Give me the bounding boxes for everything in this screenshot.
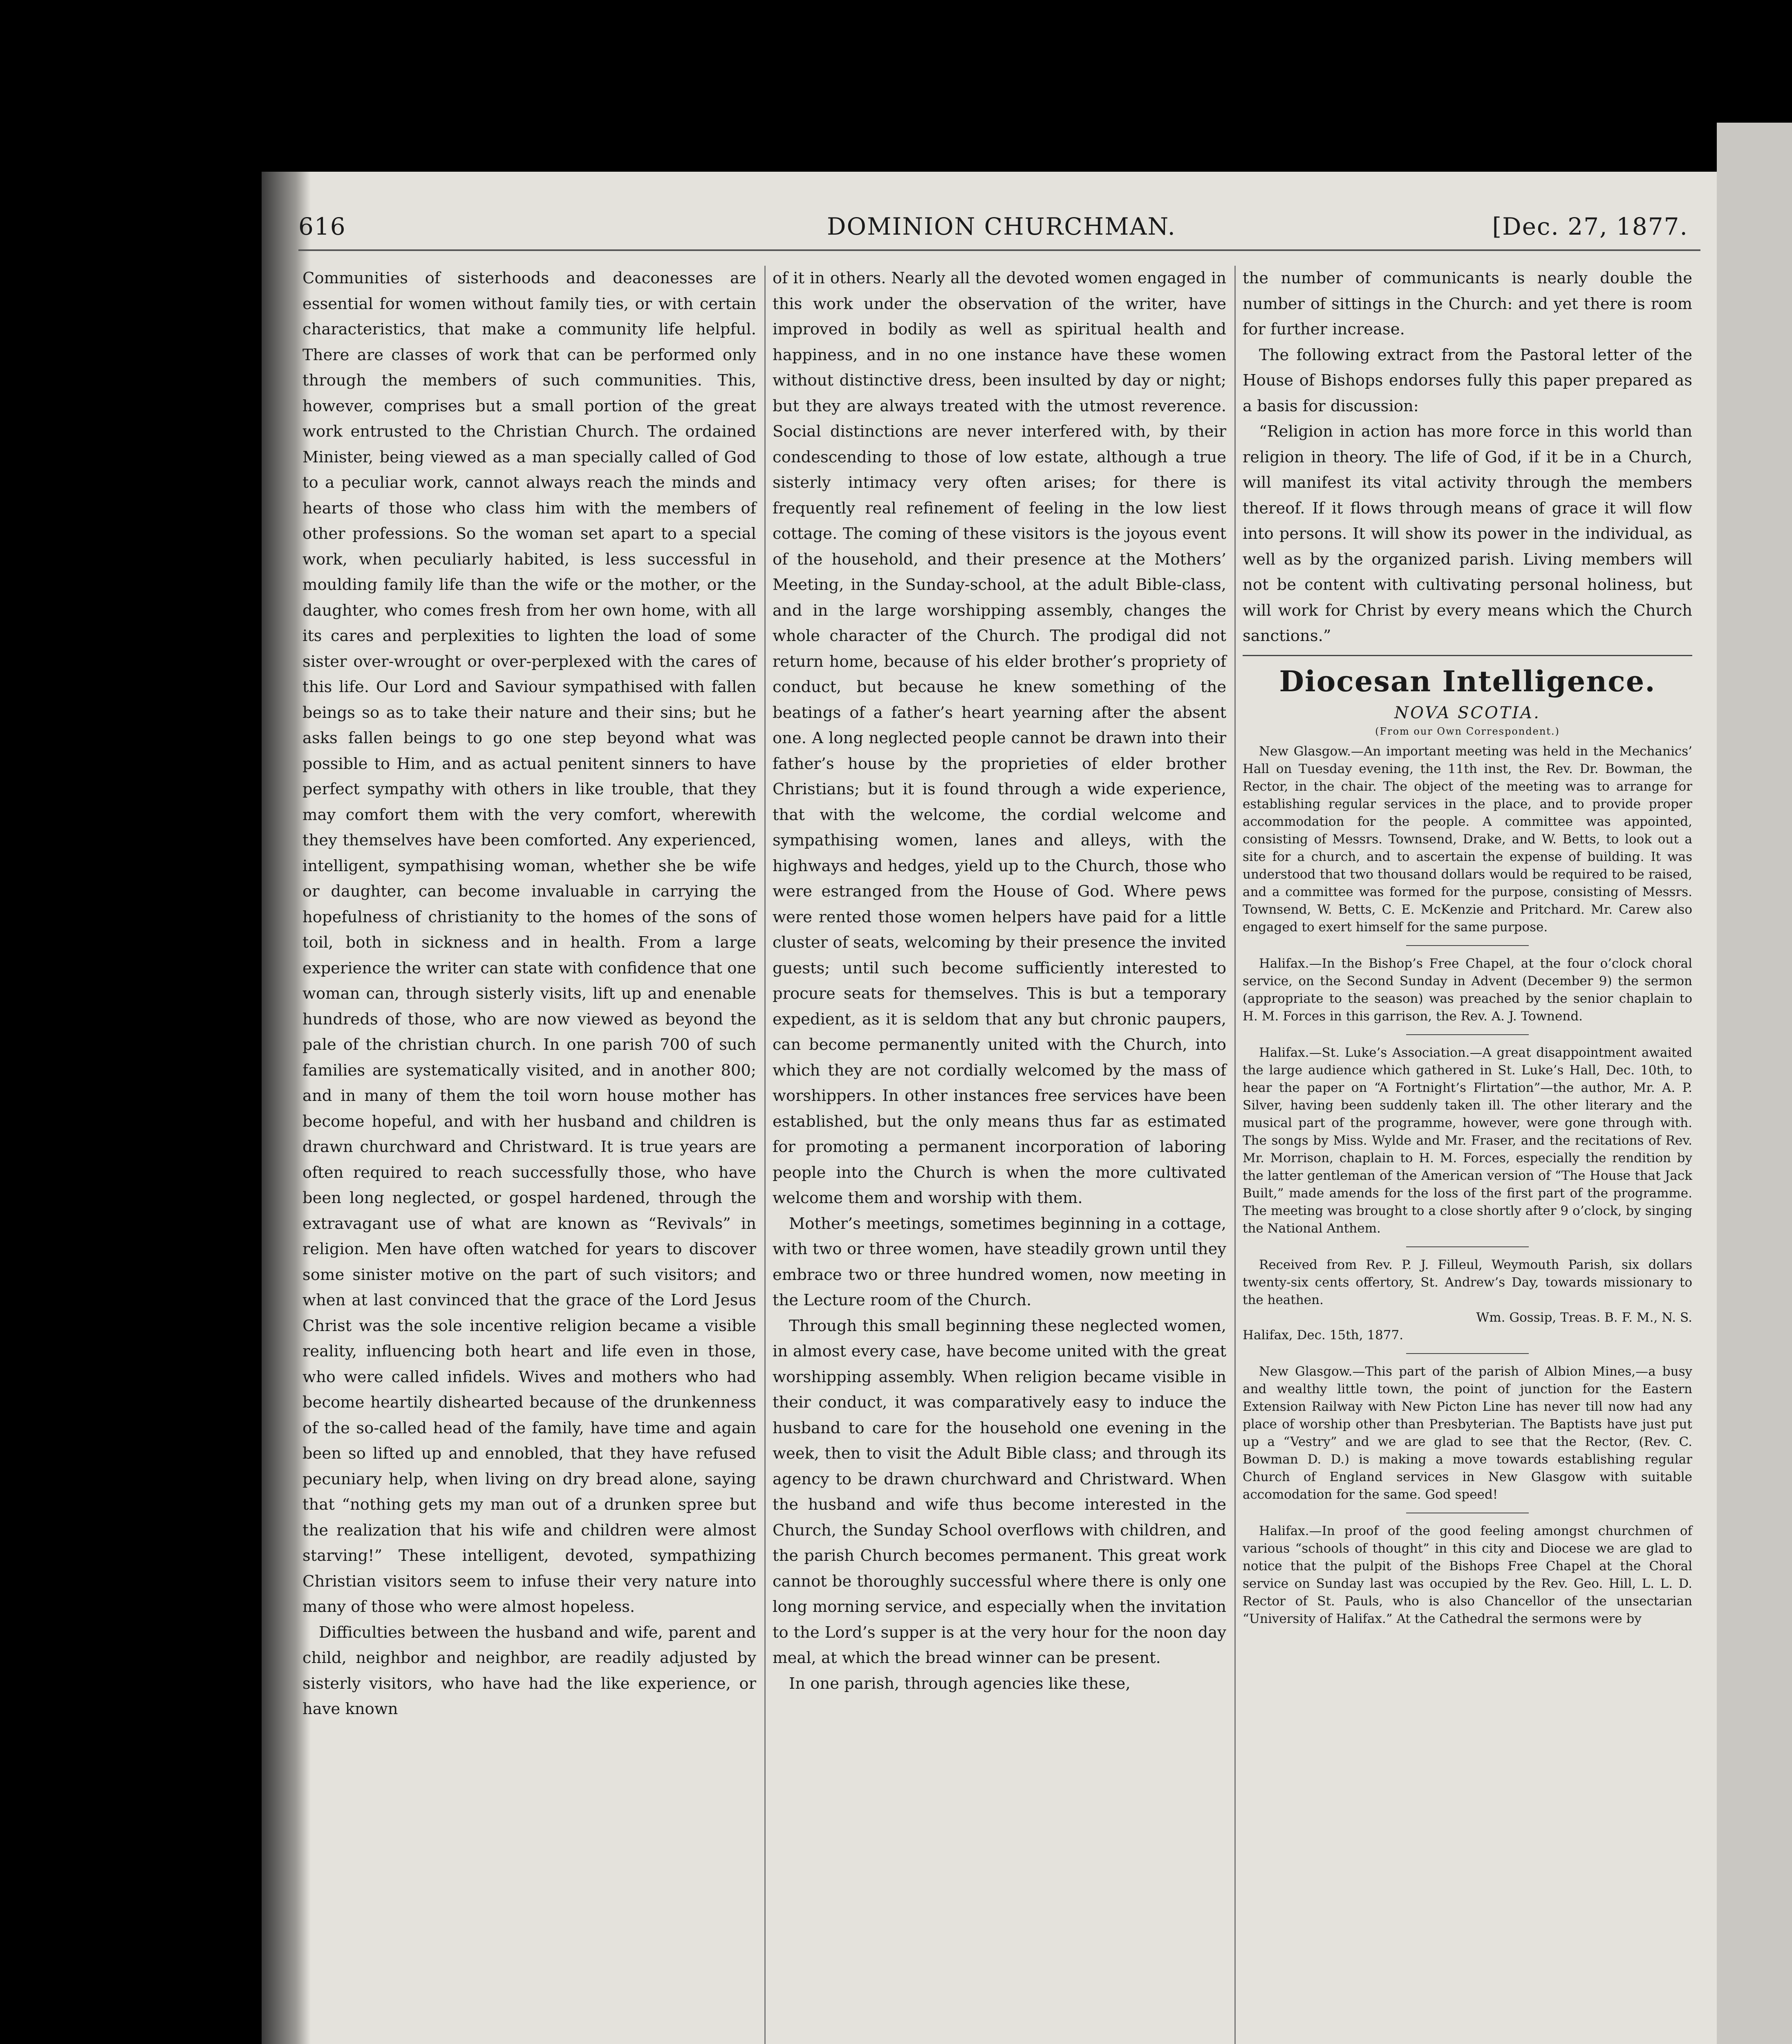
- column-3: [1243, 266, 1692, 1635]
- news-item: Halifax.—St. Luke’s Association.—A great disappointment awaited the large audience which gathered in St. Luke’s Hall, Dec. 10th, to hear the paper on “A Fortnight’s Flirtation”—the author, Mr. A. P. Silver, having been suddenly taken ill. The other literary and the musical part of the programme, however, were gone through with. The songs by Miss. Wylde and Mr. Fraser, and the recitations of Rev. Mr. Morrison, chaplain to H. M. Forces, especially the rendition by the latter gentleman of the American version of “The House that Jack Built,” made amends for the loss of the first part of the programme. The meeting was brought to a close shortly after 9 o’clock, by singing the National Anthem.: [1243, 1045, 1692, 1236]
- item-rule: [1406, 1246, 1529, 1247]
- article-paragraph: the number of communicants is nearly double the number of sittings in the Church: and yet there is room for further increase.: [1243, 269, 1692, 338]
- pastoral-quote: “Religion in action has more force in this world than religion in theory. The life of God, if it be in a Church, will manifest its vital activity through the members thereof. If it flows through means of grace it will flow into persons. It will show its power in the individual, as well as by the organized parish. Living members will not be content with cultivating personal holiness, but will work for Christ by every means which the Church sanctions.”: [1243, 422, 1692, 645]
- column-divider: [764, 266, 766, 2044]
- article-paragraph: Difficulties between the husband and wife, parent and child, neighbor and neighbor, are readily adjusted by sisterly visitors, who have had the like experience, or have known: [302, 1623, 756, 1718]
- signature: Wm. Gossip, Treas. B. F. M., N. S.: [1476, 1310, 1692, 1325]
- issue-date: [Dec. 27, 1877.: [1492, 213, 1688, 240]
- article-paragraph: The following extract from the Pastoral letter of the House of Bishops endorses fully this paper prepared as a basis for discussion:: [1243, 345, 1692, 415]
- article-paragraph: of it in others. Nearly all the devoted women engaged in this work under the observation of the writer, have improved in bodily as well as spiritual health and happiness, and in no one instance have these women without distinctive dress, been insulted by day or night; but they are always treated with the utmost reverence. Social distinctions are never interfered with, by their condescending to those of low estate, although a true sisterly intimacy very often arises; for there is frequently real refinement of feeling in the low liest cottage. The coming of these visitors is the joyous event of the household, and their presence at the Mothers’ Meeting, in the Sunday-school, at the adult Bible-class, and in the large worshipping assembly, changes the whole character of the Church. The prodigal did not return home, because of his elder brother’s propriety of conduct, but because he knew something of the beatings of a father’s heart yearning after the absent one. A long neglected people cannot be drawn into their father’s house by the proprieties of elder brother Christians; but it is found through a wide experience, that with the welcome, the cordial welcome and sympathising women, lanes and alleys, with the highways and hedges, yield up to the Church, those who were estranged from the House of God. Where pews were rented those women helpers have paid for a little cluster of seats, welcoming by their presence the invited guests; until such become sufficiently interested to procure seats for themselves. This is but a temporary expedient, as it is seldom that any but chronic paupers, can become permanently united with the Church, into which they are not cordially welcomed by the mass of worshippers. In other instances free services have been established, but the only means thus far as estimated for promoting a permanent incorporation of laboring people into the Church is when the more cultivated welcome them and worship with them.: [773, 269, 1226, 1207]
- article-paragraph: Through this small beginning these neglected women, in almost every case, have become united with the great worshipping assembly. When religion became visible in their conduct, it was comparatively easy to induce the husband to care for the household one evening in the week, then to visit the Adult Bible class; and through its agency to be drawn churchward and Christward. When the husband and wife thus become interested in the Church, the Sunday School overflows with children, and the parish Church becomes permanent. This great work cannot be thoroughly successful where there is only one long morning service, and especially when the invitation to the Lord’s supper is at the very hour for the noon day meal, at which the bread winner can be present.: [773, 1316, 1226, 1667]
- column-2: [773, 266, 1226, 1697]
- item-rule: [1406, 1353, 1529, 1354]
- correspondent-line: (From our Own Correspondent.): [1375, 725, 1560, 737]
- publication-title: DOMINION CHURCHMAN.: [827, 213, 1176, 240]
- place-date: Halifax, Dec. 15th, 1877.: [1243, 1327, 1404, 1342]
- header-rule: [298, 249, 1700, 251]
- article-paragraph: Mother’s meetings, sometimes beginning in a cottage, with two or three women, have steadily grown until they embrace two or three hundred women, now meeting in the Lecture room of the Church.: [773, 1214, 1226, 1309]
- item-rule: [1406, 945, 1529, 946]
- news-item: New Glasgow.—This part of the parish of Albion Mines,—a busy and wealthy little town, the point of junction for the Eastern Extension Railway with New Picton Line has never till now had any place of worship other than Presbyterian. The Baptists have just put up a “Vestry” and we are glad to see that the Rector, (Rev. C. Bowman D. D.) is making a move towards establishing regular Church of England services in New Glasgow with suitable accomodation for the same. God speed!: [1243, 1364, 1692, 1502]
- news-item: Halifax.—In the Bishop’s Free Chapel, at the four o’clock choral service, on the Second Sunday in Advent (December 9) the sermon (appropriate to the season) was preached by the senior chaplain to H. M. Forces in this garrison, the Rev. A. J. Townend.: [1243, 956, 1692, 1024]
- news-item: New Glasgow.—An important meeting was held in the Mechanics’ Hall on Tuesday evening, the 11th inst, the Rev. Dr. Bowman, the Rector, in the chair. The object of the meeting was to arrange for establishing regular services in the place, and to provide proper accommodation for the people. A committee was appointed, consisting of Messrs. Townsend, Drake, and W. Betts, to look out a site for a church, and to ascertain the expense of building. It was understood that two thousand dollars would be required to be raised, and a committee was formed for the purpose, consisting of Messrs. Townsend, W. Betts, C. E. McKenzie and Pritchard. Mr. Carew also engaged to exert himself for the same purpose.: [1243, 744, 1692, 935]
- facing-page-edge: [1717, 123, 1792, 2044]
- section-rule: [1243, 655, 1692, 656]
- page-number: 616: [298, 213, 346, 240]
- column-1: [302, 266, 756, 1722]
- item-rule: [1406, 1034, 1529, 1035]
- article-paragraph: In one parish, through agencies like these,: [789, 1674, 1131, 1693]
- news-item: Halifax.—In proof of the good feeling amongst churchmen of various “schools of thought” in this city and Diocese we are glad to notice that the pulpit of the Bishops Free Chapel at the Choral service on Sunday last was occupied by the Rev. Geo. Hill, L. L. D. Rector of St. Pauls, who is also Chancellor of the unsectarian “University of Halifax.” At the Cathedral the sermons were by: [1243, 1523, 1692, 1626]
- news-item: Received from Rev. P. J. Filleul, Weymouth Parish, six dollars twenty-six cents offertory, St. Andrew’s Day, towards missionary to the heathen.: [1243, 1257, 1692, 1307]
- section-subtitle: NOVA SCOTIA.: [1394, 703, 1541, 722]
- running-header: [298, 213, 1705, 249]
- column-divider: [1234, 266, 1236, 2044]
- section-masthead: Diocesan Intelligence.: [1279, 664, 1656, 698]
- newspaper-page: [262, 172, 1717, 2044]
- article-paragraph: Communities of sisterhoods and deaconesses are essential for women without family ties, or with certain characteristics, that make a community life helpful. There are classes of work that can be performed only through the members of such communities. This, however, comprises but a small portion of the great work entrusted to the Christian Church. The ordained Minister, being viewed as a man specially called of God to a peculiar work, cannot always reach the minds and hearts of those who class him with the members of other professions. So the woman set apart to a special work, when peculiarly habited, is less successful in moulding family life than the wife or the mother, or the daughter, who comes fresh from her own home, with all its cares and perplexities to lighten the load of some sister over-wrought or over-perplexed with the cares of this life. Our Lord and Saviour sympathised with fallen beings so as to take their nature and their sins; but he asks fallen beings to go one step beyond what was possible to Him, and as actual penitent sinners to have perfect sympathy with others in like trouble, that they may comfort them with the very comfort, wherewith they themselves have been comforted. Any experienced, intelligent, sympathising woman, whether she be wife or daughter, can become invaluable in carrying the hopefulness of christianity to the homes of the sons of toil, both in sickness and in health. From a large experience the writer can state with confidence that one woman can, through sisterly visits, lift up and enenable hundreds of those, who are now viewed as beyond the pale of the christian church. In one parish 700 of such families are systematically visited, and in another 800; and in many of them the toil worn house mother has become hopeful, and with her husband and children is drawn churchward and Christward. It is true years are often required to reach successfully those, who have been long neglected, or gospel hardened, through the extravagant use of what are known as “Revivals” in religion. Men have often watched for years to discover some sinister motive on the part of such visitors; and when at last convinced that the grace of the Lord Jesus Christ was the sole incentive religion became a visible reality, influencing both heart and life even in those, who were called infidels. Wives and mothers who had become heartily dishearted because of the drunkenness of the so-called head of the family, have time and again been so lifted up and ennobled, that they have refused pecuniary help, when living on dry bread alone, saying that “nothing gets my man out of a drunken spree but the realization that his wife and children were almost starving!” These intelligent, devoted, sympathizing Christian visitors seem to infuse their very nature into many of those who were almost hopeless.: [302, 269, 756, 1616]
